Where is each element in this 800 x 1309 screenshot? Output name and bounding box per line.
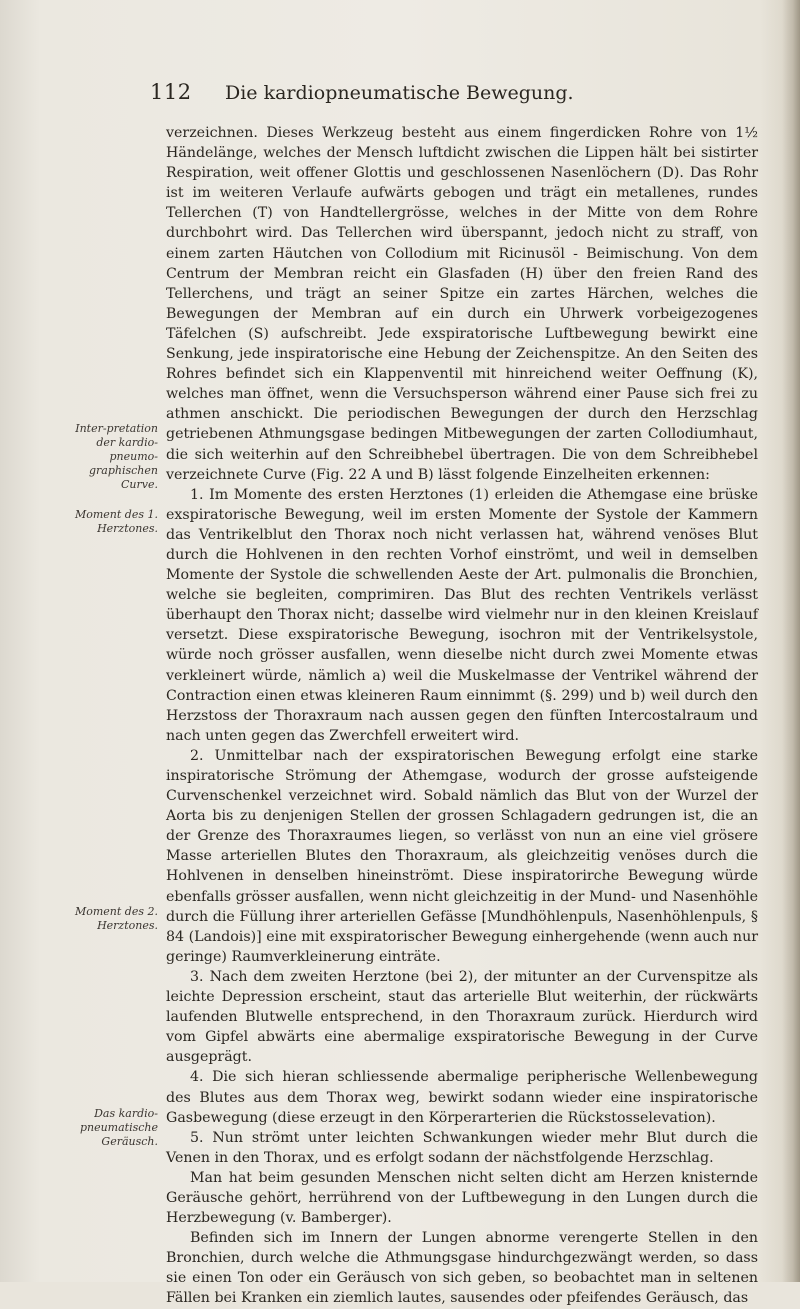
paragraph: 5. Nun strömt unter leichten Schwankungen wieder mehr Blut durch die Venen in den Thorax, und es erfolgt sodann der nächstfolgende Herzschlag. xyxy=(166,1129,758,1166)
margin-note-interpretation: Inter-pretation der kardio-pneumo-graphischen Curve. xyxy=(75,422,158,491)
page-number: 112 xyxy=(150,80,192,104)
paragraph: verzeichnen. Dieses Werkzeug besteht aus einem fingerdicken Rohre von 1½ Händelänge, welches der Mensch luftdicht zwischen die Lippen hält bei sistirter Respiration, weit offener Glottis und geschlossenen Nasenlöchern (D). Das Rohr ist im weiteren Verlaufe aufwärts gebogen und trägt ein metallenes, rundes Tellerchen (T) von Handtellergrösse, welches in der Mitte von dem Rohre durchbohrt wird. Das Tellerchen wird überspannt, jedoch nicht zu straff, von einem zarten Häutchen von Collodium mit Ricinusöl - Beimischung. Von dem Centrum der Membran reicht ein Glasfaden (H) über den freien Rand des Tellerchens, und trägt an seiner Spitze ein zartes Härchen, welches die Bewegungen der Membran auf ein durch ein Uhrwerk vorbeigezogenes Täfelchen (S) aufschreibt. Jede exspiratorische Luftbewegung bewirkt eine Senkung, jede inspiratorische eine Hebung der Zeichenspitze. An den Seiten des Rohres befindet sich ein Klappenventil mit hinreichend weiter Oeffnung (K), welches man öffnet, wenn die Versuchsperson während einer Pause sich frei zu athmen anschickt. Die periodischen Bewegungen der durch den Herzschlag getriebenen Athmungsgase bedingen Mitbewegungen der zarten Collodiumhaut, die sich weiterhin auf den Schreibhebel übertragen. Die von dem Schreibhebel verzeichnete Curve (Fig. 22 A und B) lässt folgende Einzelheiten erkennen: xyxy=(166,125,758,483)
running-title: Die kardiopneumatische Bewegung. xyxy=(225,82,574,104)
paragraph: 4. Die sich hieran schliessende abermalige peripherische Wellenbewegung des Blutes aus dem Thorax weg, bewirkt sodann wieder eine inspiratorische Gasbewegung (diese erzeugt in den Körperarterien die Rückstosselevation). xyxy=(166,1069,758,1126)
paragraph: 2. Unmittelbar nach der exspiratorischen Bewegung erfolgt eine starke inspiratorische Strömung der Athemgase, wodurch der grosse aufsteigende Curvenschenkel verzeichnet wird. Sobald nämlich das Blut von der Wurzel der Aorta bis zu denjenigen Stellen der grossen Schlagadern gedrungen ist, die an der Grenze des Thoraxraumes liegen, so verlässt von nun an eine viel grösere Masse arteriellen Blutes den Thoraxraum, als gleichzeitig venöses durch die Hohlvenen in denselben hineinströmt. Diese inspiratorirche Bewegung würde ebenfalls grösser ausfallen, wenn nicht gleichzeitig in der Mund- und Nasenhöhle durch die Füllung ihrer arteriellen Gefässe [Mundhöhlenpuls, Nasenhöhlenpuls, § 84 (Landois)] eine mit exspiratorischer Bewegung einhergehende (wenn auch nur geringe) Raumverkleinerung einträte. xyxy=(166,747,758,965)
paragraph: Man hat beim gesunden Menschen nicht selten dicht am Herzen knisternde Geräusche gehört, herrührend von der Luftbewegung in den Lungen durch die Herzbewegung (v. Bamberger). xyxy=(166,1169,758,1227)
paragraph: 3. Nach dem zweiten Herztone (bei 2), der mitunter an der Curvenspitze als leichte Depression erscheint, staut das arterielle Blut weiterhin, der rückwärts laufenden Blutwelle entsprechend, in den Thoraxraum zurück. Hierdurch wird vom Gipfel abwärts eine abermalige exspiratorische Bewegung in der Curve ausgeprägt. xyxy=(166,968,758,1066)
margin-note-second-heart-sound: Moment des 2. Herztones. xyxy=(74,905,158,932)
page-header xyxy=(120,80,740,110)
paragraph: Befinden sich im Innern der Lungen abnorme verengerte Stellen in den Bronchien, durch welche die Athmungsgase hindurchgezwängt werden, so dass sie einen Ton oder ein Geräusch von sich geben, so beobachtet man in seltenen Fällen bei Kranken ein ziemlich lautes, sausendes oder pfeifendes Geräusch, das xyxy=(166,1230,758,1307)
page-edge-shadow xyxy=(782,0,800,1282)
margin-note-first-heart-sound: Moment des 1. Herztones. xyxy=(74,508,158,535)
margin-note-cardiopneumatic-sound: Das kardio-pneumatische Geräusch. xyxy=(79,1107,158,1148)
paragraph: 1. Im Momente des ersten Herztones (1) erleiden die Athemgase eine brüske exspiratorische Bewegung, weil im ersten Momente der Systole der Kammern das Ventrikelblut den Thorax noch nicht verlassen hat, während venöses Blut durch die Hohlvenen in den rechten Vorhof einströmt, und weil in demselben Momente der Systole die schwellenden Aeste der Art. pulmonalis die Bronchien, welche sie begleiten, comprimiren. Das Blut des rechten Ventrikels verlässt überhaupt den Thorax nicht; dasselbe wird vielmehr nur in den kleinen Kreislauf versetzt. Diese exspiratorische Bewegung, isochron mit der Ventrikelsystole, würde noch grösser ausfallen, wenn dieselbe nicht durch zwei Momente etwas verkleinert würde, nämlich a) weil die Muskelmasse der Ventrikel während der Contraction einen etwas kleineren Raum einnimmt (§. 299) und b) weil durch den Herzstoss der Thoraxraum nach aussen gegen den fünften Intercostalraum und nach unten gegen das Zwerchfell erweitert wird. xyxy=(166,486,758,744)
body-text xyxy=(166,123,758,1309)
